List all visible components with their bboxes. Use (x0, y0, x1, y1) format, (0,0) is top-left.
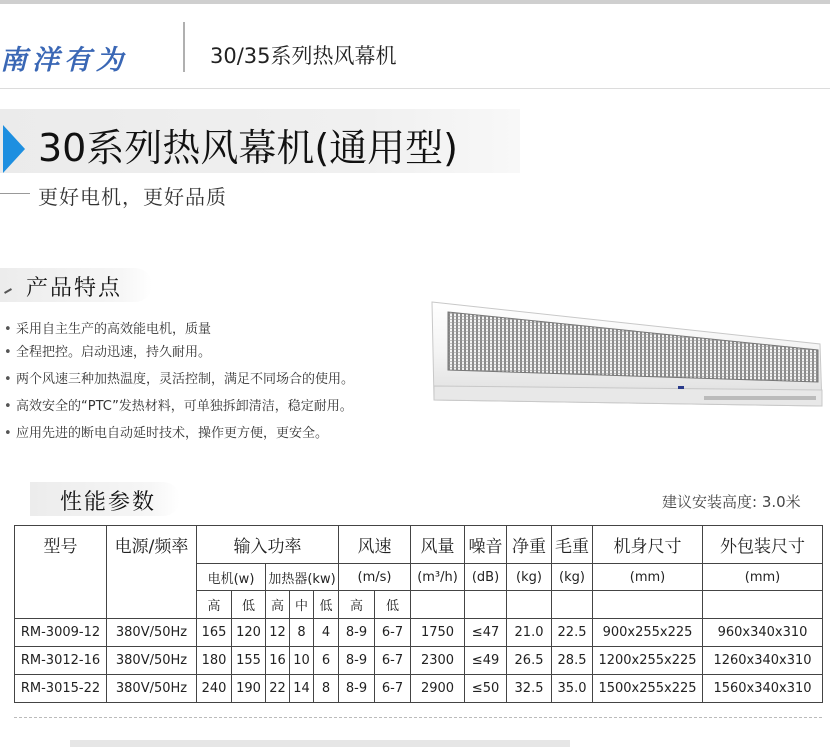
cell-heater-high: 12 (266, 619, 290, 647)
feature-item: • 应用先进的断电自动延时技术，操作更方便，更安全。 (4, 425, 444, 443)
level-spacer (465, 591, 507, 619)
cell-heater-mid: 14 (290, 675, 314, 703)
cell-motor-low: 120 (232, 619, 266, 647)
cell-heater-mid: 10 (290, 647, 314, 675)
cell-speed-high: 8-9 (339, 619, 375, 647)
table-level-row (15, 591, 823, 619)
spec-table-body (15, 619, 823, 703)
cell-speed-low: 6-7 (375, 675, 411, 703)
cell-noise: ≤49 (465, 647, 507, 675)
install-height-note: 建议安装高度: 3.0米 (662, 493, 801, 511)
level-speed-high: 高 (339, 591, 375, 619)
unit-wind-speed: (m/s) (339, 564, 411, 591)
header-input-power: 输入功率 (197, 526, 339, 564)
cell-speed-low: 6-7 (375, 619, 411, 647)
cell-air-volume: 1750 (411, 619, 465, 647)
cell-heater-high: 22 (266, 675, 290, 703)
air-curtain-product-image (428, 286, 826, 410)
header-heater: 加热器(kw) (266, 564, 339, 591)
cell-heater-mid: 8 (290, 619, 314, 647)
level-heater-low: 低 (314, 591, 339, 619)
cell-model: RM-3012-16 (15, 647, 107, 675)
header-net-weight: 净重 (507, 526, 552, 564)
level-spacer (507, 591, 552, 619)
level-spacer (411, 591, 465, 619)
cell-package-size: 960x340x310 (703, 619, 823, 647)
footer-dashed-rule (14, 717, 822, 718)
header-divider (183, 22, 185, 72)
cell-model: RM-3009-12 (15, 619, 107, 647)
subtitle-dash (0, 193, 30, 194)
unit-noise: (dB) (465, 564, 507, 591)
footer-band (70, 740, 570, 747)
cell-power-supply: 380V/50Hz (107, 675, 197, 703)
level-spacer (552, 591, 593, 619)
cell-gross-weight: 22.5 (552, 619, 593, 647)
header-noise: 噪音 (465, 526, 507, 564)
features-heading: 产品特点 (26, 276, 123, 301)
specs-heading: 性能参数 (60, 490, 157, 515)
top-border (0, 0, 830, 4)
feature-item: • 高效安全的“PTC”发热材料，可单独拆卸清洁，稳定耐用。 (4, 398, 444, 416)
cell-air-volume: 2900 (411, 675, 465, 703)
level-motor-low: 低 (232, 591, 266, 619)
feature-item: • 全程把控。启动迅速，持久耐用。 (4, 344, 444, 362)
header-body-size: 机身尺寸 (593, 526, 703, 564)
header-model-spacer (15, 564, 107, 591)
cell-motor-low: 155 (232, 647, 266, 675)
cell-motor-high: 180 (197, 647, 232, 675)
cell-speed-high: 8-9 (339, 675, 375, 703)
feature-item: • 采用自主生产的高效能电机，质量 (4, 321, 444, 339)
cell-package-size: 1560x340x310 (703, 675, 823, 703)
cell-noise: ≤50 (465, 675, 507, 703)
cell-motor-low: 190 (232, 675, 266, 703)
cell-heater-high: 16 (266, 647, 290, 675)
cell-speed-high: 8-9 (339, 647, 375, 675)
cell-heater-low: 6 (314, 647, 339, 675)
cell-net-weight: 32.5 (507, 675, 552, 703)
table-header-row (15, 526, 823, 564)
table-row (15, 619, 823, 647)
header-gross-weight: 毛重 (552, 526, 593, 564)
unit-net-weight: (kg) (507, 564, 552, 591)
page-subtitle: 更好电机，更好品质 (38, 185, 227, 209)
feature-item: • 两个风速三种加热温度，灵活控制，满足不同场合的使用。 (4, 371, 444, 389)
unit-package-size: (mm) (703, 564, 823, 591)
cell-air-volume: 2300 (411, 647, 465, 675)
cell-gross-weight: 28.5 (552, 647, 593, 675)
level-spacer (593, 591, 703, 619)
header-wind-speed: 风速 (339, 526, 411, 564)
level-heater-mid: 中 (290, 591, 314, 619)
unit-gross-weight: (kg) (552, 564, 593, 591)
cell-net-weight: 21.0 (507, 619, 552, 647)
brand-logo: 南洋有为 (0, 45, 128, 76)
cell-power-supply: 380V/50Hz (107, 619, 197, 647)
header-model-spacer (15, 591, 107, 619)
cell-speed-low: 6-7 (375, 647, 411, 675)
header-motor: 电机(w) (197, 564, 266, 591)
cell-heater-low: 4 (314, 619, 339, 647)
cell-noise: ≤47 (465, 619, 507, 647)
cell-net-weight: 26.5 (507, 647, 552, 675)
table-unit-row (15, 564, 823, 591)
header-rule (0, 88, 830, 89)
level-heater-high: 高 (266, 591, 290, 619)
cell-motor-high: 165 (197, 619, 232, 647)
page-title: 30系列热风幕机(通用型) (38, 126, 459, 170)
table-row (15, 675, 823, 703)
level-spacer (703, 591, 823, 619)
table-row (15, 647, 823, 675)
cell-body-size: 900x255x225 (593, 619, 703, 647)
cell-motor-high: 240 (197, 675, 232, 703)
header-power-spacer (107, 564, 197, 591)
header-air-volume: 风量 (411, 526, 465, 564)
cell-package-size: 1260x340x310 (703, 647, 823, 675)
unit-body-size: (mm) (593, 564, 703, 591)
header-package-size: 外包装尺寸 (703, 526, 823, 564)
cell-gross-weight: 35.0 (552, 675, 593, 703)
header-power-supply: 电源/频率 (107, 526, 197, 564)
header-model: 型号 (15, 526, 107, 564)
unit-air-volume: (m³/h) (411, 564, 465, 591)
cell-power-supply: 380V/50Hz (107, 647, 197, 675)
cell-model: RM-3015-22 (15, 675, 107, 703)
triangle-marker-icon (3, 125, 25, 173)
cell-body-size: 1500x255x225 (593, 675, 703, 703)
level-speed-low: 低 (375, 591, 411, 619)
feature-list (4, 321, 444, 452)
header-power-spacer (107, 591, 197, 619)
series-title: 30/35系列热风幕机 (210, 44, 397, 68)
cell-heater-low: 8 (314, 675, 339, 703)
spec-table (14, 525, 823, 703)
level-motor-high: 高 (197, 591, 232, 619)
cell-body-size: 1200x255x225 (593, 647, 703, 675)
